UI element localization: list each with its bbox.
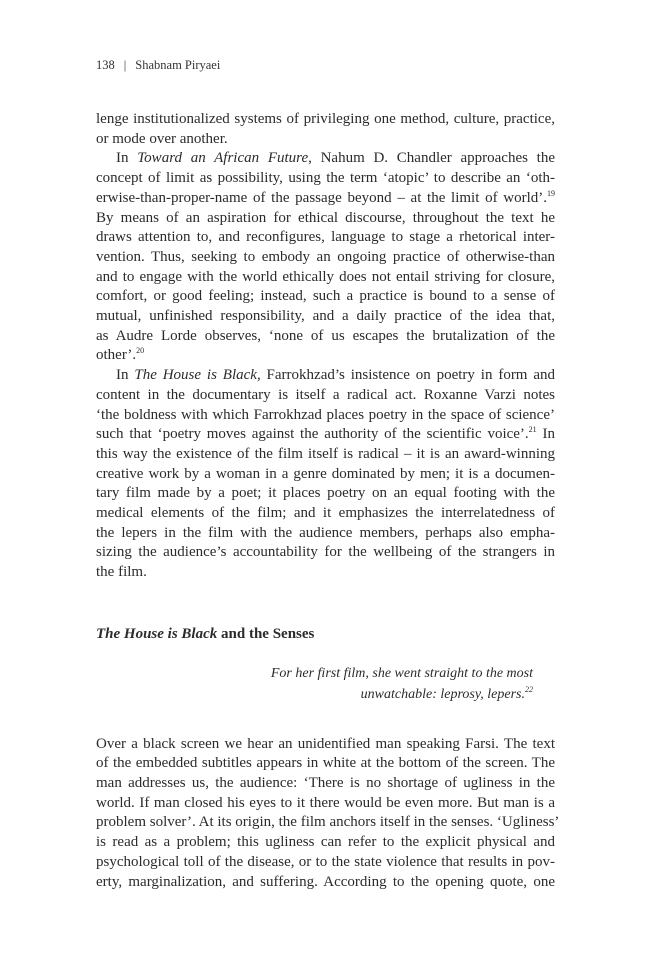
running-head-author: Shabnam Piryaei (135, 58, 221, 72)
footnote-ref: 22 (525, 684, 533, 694)
text-line: the film. (96, 564, 147, 581)
text-line: psychological toll of the disease, or to the state violence that results in pov- (96, 853, 555, 870)
text-line: ‘the boldness with which Farrokhzad places poetry in the space of science’ (96, 406, 555, 423)
page-number: 138 (96, 58, 115, 72)
text-line: By means of an aspiration for ethical discourse, throughout the text he (96, 209, 555, 226)
text-line: draws attention to, and reconfigures, language to stage a rhetorical inter- (96, 229, 555, 246)
text-line: tary film made by a poet; it places poetry on an equal footing with the (96, 485, 555, 502)
text-line: man addresses us, the audience: ‘There is no shortage of ugliness in the (96, 774, 555, 791)
text-line: and to engage with the world ethically does not entail striving for closure, (96, 268, 555, 285)
text-line: comfort, or good feeling; instead, such a practice is bound to a sense of (96, 288, 555, 305)
text-line: other’.$^{20}$ (96, 346, 145, 364)
text-line: mutual, unfinished responsibility, and a daily practice of the idea that, (96, 308, 555, 325)
footnote-ref: 19 (547, 188, 555, 198)
text-line: is read as a problem; this ugliness can refer to the explicit physical and (96, 834, 555, 851)
footnote-ref: 20 (136, 346, 145, 356)
text-line: world. If man closed his eyes to it there would be even more. But man is a (96, 794, 555, 811)
paragraph-2 (96, 149, 555, 366)
text-line: this way the existence of the film itself is radical – it is an award-winning (96, 445, 555, 462)
text-line: Over a black screen we hear an unidentified man speaking Farsi. The text (96, 735, 555, 752)
running-head (96, 58, 220, 73)
text-line: In Toward an African Future, Nahum D. Chandler approaches the (116, 150, 555, 167)
text-line: or mode over another. (96, 130, 228, 147)
text-line: problem solver’. At its origin, the film anchors itself in the senses. ‘Ugliness’ (96, 814, 560, 831)
text-line: concept of limit as possibility, using the term ‘atopic’ to describe an ‘oth- (96, 170, 555, 187)
paragraph-3 (96, 366, 555, 583)
text-line: lenge institutionalized systems of privileging one method, culture, practice, (96, 111, 555, 127)
text-line: medical elements of the film; and it emphasizes the interrelatedness of (96, 505, 555, 522)
epigraph-line: For her first film, she went straight to the most (270, 665, 533, 681)
footnote-ref: 21 (528, 425, 537, 435)
text-line: erty, marginalization, and suffering. According to the opening quote, one (96, 873, 555, 890)
text-line: of the embedded subtitles appears in white at the bottom of the screen. The (96, 755, 555, 772)
body-text (96, 110, 560, 892)
text-line: vention. Thus, seeking to embody an ongoing practice of otherwise-than (96, 248, 555, 265)
paragraph-4 (96, 735, 560, 893)
section-heading: The House is Black and the Senses (96, 625, 315, 642)
header-separator: | (123, 58, 127, 72)
text-line: the lepers in the film with the audience members, perhaps also empha- (96, 524, 555, 541)
text-line: In The House is Black, Farrokhzad’s insistence on poetry in form and (116, 367, 555, 384)
text-line: sizing the audience’s accountability for the wellbeing of the strangers in (96, 544, 555, 561)
text-line: erwise-than-proper-name of the passage beyond – at the limit of world’.$^{19}$ (96, 188, 555, 206)
text-line: such that ‘poetry moves against the authority of the scientific voice’.$^{21}$ In (96, 425, 555, 443)
book-title: Toward an African Future (137, 150, 309, 167)
text-line: content in the documentary is itself a radical act. Roxanne Varzi notes (96, 386, 555, 403)
epigraph (96, 663, 555, 705)
text-line: creative work by a woman in a genre dominated by men; it is a documen- (96, 465, 555, 482)
text-line: as Audre Lorde observes, ‘none of us escapes the brutalization of the (96, 327, 555, 344)
section (96, 625, 560, 892)
epigraph-line: unwatchable: leprosy, lepers.$^{22}$ (360, 684, 533, 702)
film-title: The House is Black (134, 367, 257, 384)
paragraph-1 (96, 110, 555, 149)
